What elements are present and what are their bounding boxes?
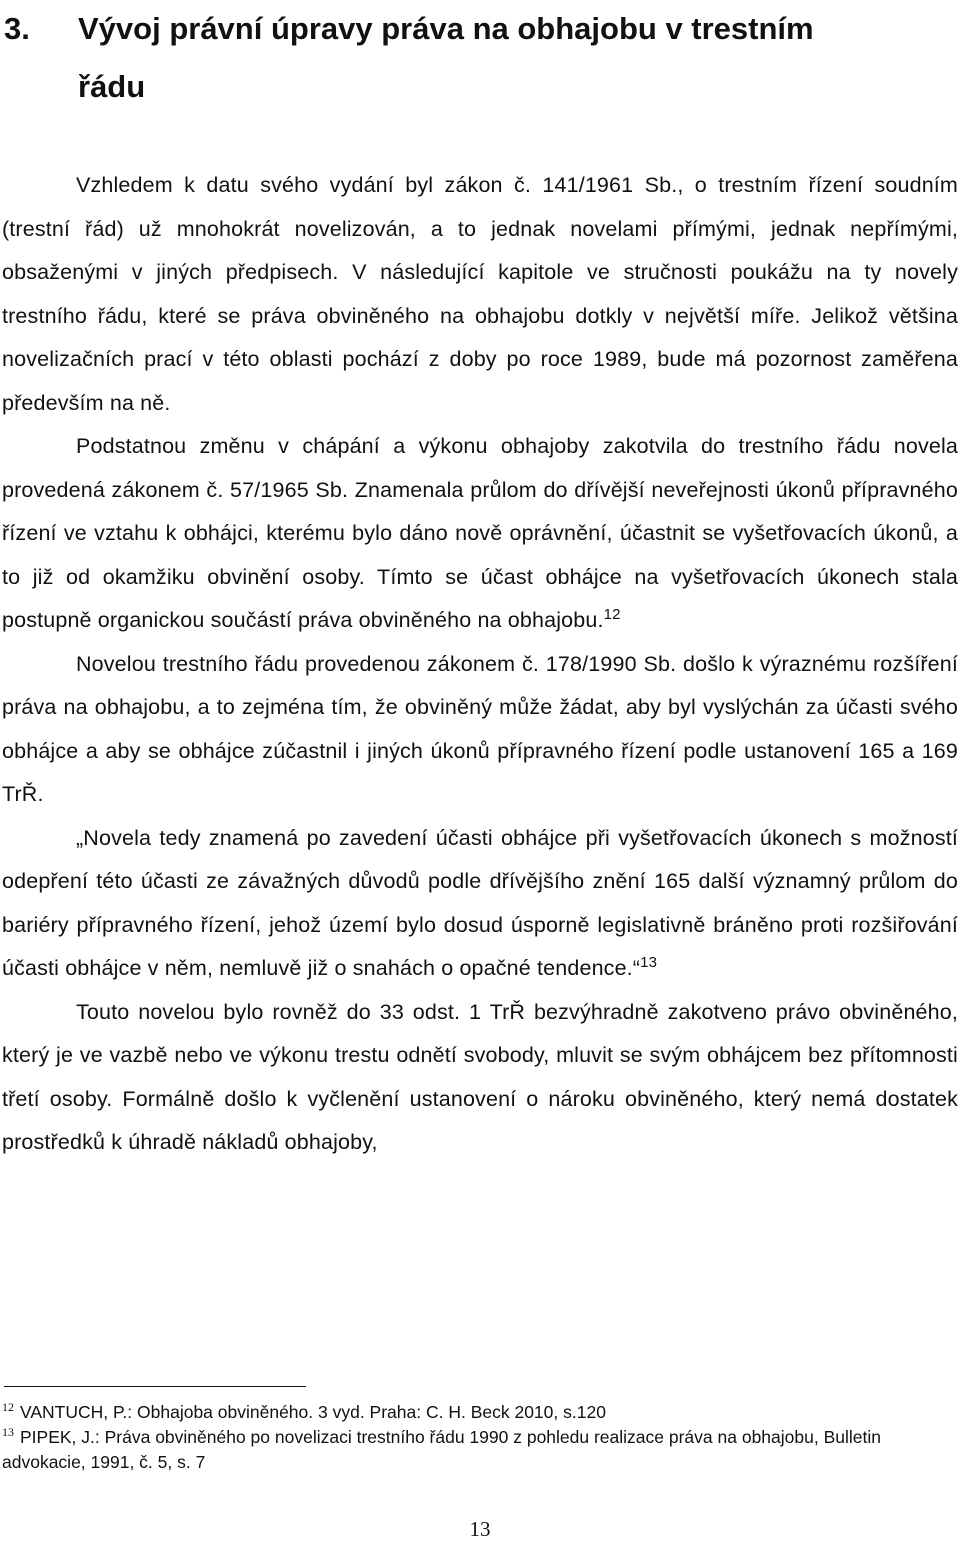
footnotes bbox=[2, 1400, 902, 1475]
footnote-reference-12[interactable]: 12 bbox=[603, 606, 621, 623]
paragraph-text: Touto novelou bylo rovněž do 33 odst. 1 TrŘ bezvýhradně zakotveno právo obviněného, který je ve vazbě nebo ve výkonu trestu odnětí svobody, mluvit se svým obhájcem bez přítomnosti třetí osoby. Formálně došlo k vyčlenění ustanovení o nároku obviněného, který nemá dostatek prostředků k úhradě nákladů obhajoby, bbox=[2, 999, 958, 1154]
footnote-mark: 12 bbox=[2, 1400, 14, 1414]
paragraph-2 bbox=[2, 425, 958, 643]
chapter-title-line-1: Vývoj právní úpravy práva na obhajobu v trestním bbox=[78, 11, 814, 46]
paragraph-1 bbox=[2, 164, 958, 425]
page-number: 13 bbox=[469, 1517, 491, 1541]
paragraph-text: „Novela tedy znamená po zavedení účasti obhájce při vyšetřovacích úkonech s možností odepření této účasti ze závažných důvodů podle dřívějšího znění 165 další významný průlom do bariéry přípravného řízení, jehož území bylo dosud úsporně legislativně bráněno proti rozšiřování účasti obhájce v něm, nemluvě již o snahách o opačné tendence.“ bbox=[2, 825, 958, 980]
chapter-title-line-2: řádu bbox=[78, 69, 146, 104]
paragraph-4-quote bbox=[2, 817, 958, 991]
paragraph-text: Podstatnou změnu v chápání a výkonu obhajoby zakotvila do trestního řádu novela provedená zákonem č. 57/1965 Sb. Znamenala průlom do dřívější neveřejnosti úkonů přípravného řízení ve vztahu k obhájci, kterému bylo dáno nově oprávnění, účastnit se vyšetřovacích úkonů, a to již od okamžiku obvinění osoby. Tímto se účast obhájce na vyšetřovacích úkonech stala postupně organickou součástí práva obviněného na obhajobu. bbox=[2, 434, 958, 632]
body-text bbox=[2, 164, 958, 1165]
chapter-number: 3. bbox=[4, 11, 30, 46]
paragraph-3 bbox=[2, 643, 958, 817]
footnote-text: VANTUCH, P.: Obhajoba obviněného. 3 vyd. Praha: C. H. Beck 2010, s.120 bbox=[20, 1402, 606, 1422]
footnote-separator bbox=[4, 1386, 306, 1387]
chapter-heading bbox=[4, 0, 934, 116]
paragraph-text: Novelou trestního řádu provedenou zákonem č. 178/1990 Sb. došlo k výraznému rozšíření práva na obhajobu, a to zejména tím, že obviněný může žádat, aby byl vyslýchán za účasti svého obhájce a aby se obhájce zúčastnil i jiných úkonů přípravného řízení podle ustanovení 165 a 169 TrŘ. bbox=[2, 651, 958, 806]
paragraph-5 bbox=[2, 991, 958, 1165]
footnote-reference-13[interactable]: 13 bbox=[640, 954, 658, 971]
footnote-13 bbox=[2, 1425, 902, 1475]
footnote-mark: 13 bbox=[2, 1425, 14, 1439]
footnote-12 bbox=[2, 1400, 902, 1425]
footnote-text: PIPEK, J.: Práva obviněného po novelizaci trestního řádu 1990 z pohledu realizace práva na obhajobu, Bulletin advokacie, 1991, č. 5, s. 7 bbox=[2, 1427, 881, 1472]
paragraph-text: Vzhledem k datu svého vydání byl zákon č. 141/1961 Sb., o trestním řízení soudním (trestní řád) už mnohokrát novelizován, a to jednak novelami přímými, jednak nepřímými, obsaženými v jiných předpisech. V následující kapitole ve stručnosti poukážu na ty novely trestního řádu, které se práva obviněného na obhajobu dotkly v největší míře. Jelikož většina novelizačních prací v této oblasti pochází z doby po roce 1989, bude má pozornost zaměřena především na ně. bbox=[2, 173, 958, 415]
